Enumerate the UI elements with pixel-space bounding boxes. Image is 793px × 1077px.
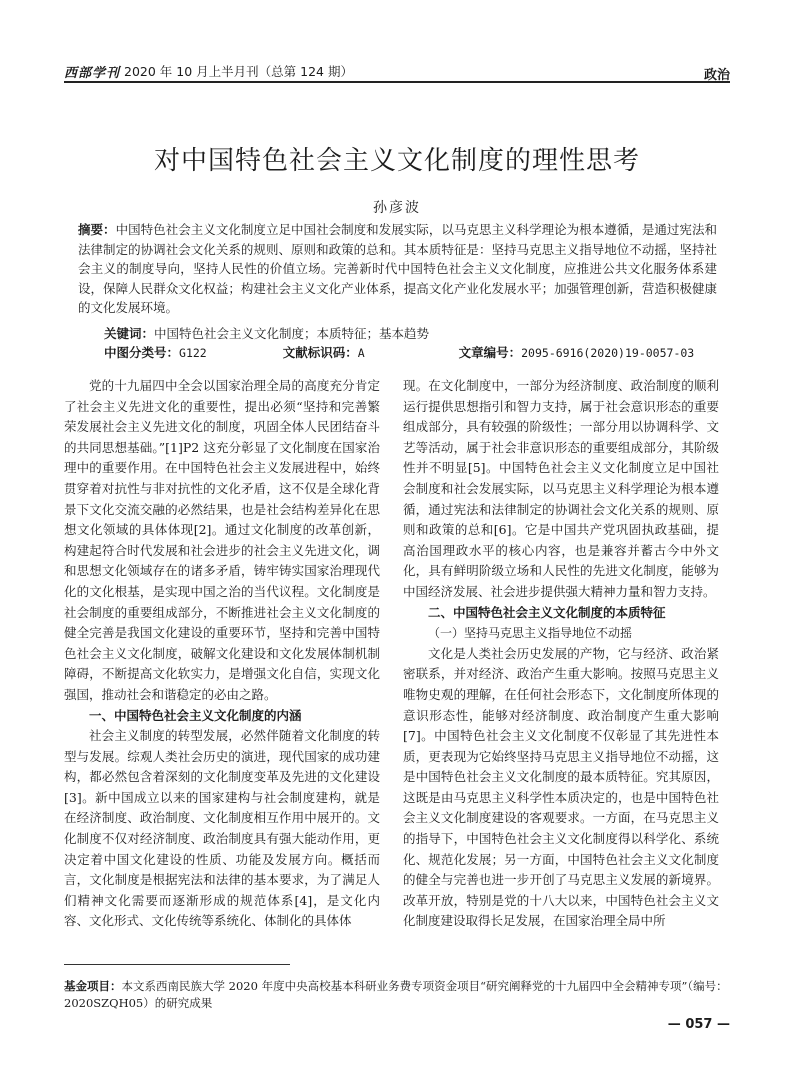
clc-label: 中图分类号： bbox=[104, 345, 180, 360]
article-author: 孙彦波 bbox=[373, 200, 421, 216]
issue-info: 2020 年 10 月上半月刊（总第 124 期） bbox=[124, 64, 353, 79]
footnote-rule bbox=[64, 964, 290, 965]
paragraph: 党的十九届四中全会以国家治理全局的高度充分肯定了社会主义先进文化的重要性，提出必须“坚持和完善繁荣发展社会主义先进文化的制度，巩固全体人民团结奋斗的共同思想基础。”[1]P2 这充分彰显了文化制度在国家治理中的重要作用。在中国特色社会主义发展进程中，始终贯穿着对抗性与非对抗性的文化矛盾，这不仅是全球化背景下文化交流交融的必然结果，也是社会结构差异化在思想文化领域的具体体现[2]。通过文化制度的改革创新，构建起符合时代发展和社会进步的社会主义先进文化，调和思想文化领域存在的诸多矛盾，铸牢铸实国家治理现代化的文化根基，是实现中国之治的当代议程。文化制度是社会制度的重要组成部分，不断推进社会主义文化制度的健全完善是我国文化建设的重要环节，坚持和完善中国特色社会主义文化制度，破解文化建设和文化发展体制机制障碍，不断提高文化软实力，是增强文化自信，实现文化强国，推动社会和谐稳定的必由之路。 bbox=[64, 378, 380, 702]
running-header bbox=[64, 60, 730, 83]
section-label: 政治 bbox=[703, 68, 730, 83]
right-column bbox=[403, 376, 719, 932]
section-heading: 二、中国特色社会主义文化制度的本质特征 bbox=[428, 604, 666, 620]
footnote-label: 基金项目： bbox=[64, 979, 122, 993]
paragraph: 文化是人类社会历史发展的产物，它与经济、政治紧密联系，并对经济、政治产生重大影响。按照马克思主义唯物史观的理解，在任何社会形态下，文化制度所体现的意识形态性，能够对经济制度、政治制度产生重大影响[7]。中国特色社会主义文化制度不仅彰显了其先进性本质，更表现为它始终坚持马克思主义指导地位不动摇，这是中国特色社会主义文化制度的最本质特征。究其原因，这既是由马克思主义科学性本质决定的，也是中国特色社会主义文化制度建设的客观要求。一方面，在马克思主义的指导下，中国特色社会主义文化制度得以科学化、系统化、规范化发展；另一方面，中国特色社会主义文化制度的健全与完善也进一步开创了马克思主义发展的新境界。改革开放，特别是党的十八大以来，中国特色社会主义文化制度建设取得长足发展，在国家治理全局中所 bbox=[403, 645, 719, 929]
article-no-value: 2095-6916(2020)19-0057-03 bbox=[521, 346, 695, 360]
header-rule bbox=[64, 81, 730, 83]
doc-code-label: 文献标识码： bbox=[282, 345, 358, 360]
left-column bbox=[64, 376, 380, 932]
keywords-text: 中国特色社会主义文化制度；本质特征；基本趋势 bbox=[154, 326, 430, 341]
paragraph: 社会主义制度的转型发展，必然伴随着文化制度的转型与发展。综观人类社会历史的演进，现代国家的成功建构，都必然包含着深刻的文化制度变革及先进的文化建设[3]。新中国成立以来的国家建构与社会制度建构，就是在经济制度、政治制度、文化制度相互作用中展开的。文化制度不仅对经济制度、政治制度具有强大能动作用，更决定着中国文化建设的性质、功能及发展方向。概括而言，文化制度是根据宪法和法律的基本要求，为了满足人们精神文化需要而逐渐形成的规范体系[4]，是文化内容、文化形式、文化传统等系统化、体制化的具体体 bbox=[64, 728, 380, 929]
abstract bbox=[78, 220, 717, 318]
article-meta bbox=[104, 343, 724, 363]
abstract-text: 中国特色社会主义文化制度立足中国社会制度和发展实际，以马克思主义科学理论为根本遵循，是通过宪法和法律制定的协调社会文化关系的规则、原则和政策的总和。其本质特征是：坚持马克思主义指导地位不动摇，坚持社会主义的制度导向，坚持人民性的价值立场。完善新时代中国特色社会主义文化制度，应推进公共文化服务体系建设，保障人民群众文化权益；构建社会主义文化产业体系，提高文化产业化发展水平；加强管理创新，营造积极健康的文化发展环境。 bbox=[78, 222, 717, 315]
article-no-label: 文章编号： bbox=[458, 345, 522, 360]
footnote-text: 本文系西南民族大学 2020 年度中央高校基本科研业务费专项资金项目“研究阐释党的十九届四中全会精神专项”（编号：2020SZQH05）的研究成果 bbox=[64, 979, 728, 1010]
journal-logo: 西部学刊 bbox=[64, 66, 121, 81]
subsection-heading: （一）坚持马克思主义指导地位不动摇 bbox=[428, 626, 633, 641]
paragraph: 现。在文化制度中，一部分为经济制度、政治制度的顺利运行提供思想指引和智力支持，属于社会意识形态的重要组成部分，具有较强的阶级性；一部分用以协调科学、文艺等活动，属于社会非意识形态的重要组成部分，其阶级性并不明显[5]。中国特色社会主义文化制度立足中国社会制度和社会发展实际，以马克思主义科学理论为根本遵循，通过宪法和法律制定的协调社会文化关系的规则、原则和政策的总和[6]。它是中国共产党巩固执政基础，提高治国理政水平的核心内容，也是兼容并蓄古今中外文化，具有鲜明阶级立场和人民性的先进文化制度，能够为中国经济发展、社会进步提供强大精神力量和智力支持。 bbox=[403, 378, 719, 599]
page-number: — 057 — bbox=[667, 1017, 730, 1032]
abstract-label: 摘要： bbox=[78, 222, 116, 237]
clc-value: G122 bbox=[179, 346, 207, 360]
section-heading: 一、中国特色社会主义文化制度的内涵 bbox=[89, 707, 302, 723]
keywords-label: 关键词： bbox=[104, 326, 155, 341]
keywords bbox=[104, 324, 724, 343]
doc-code-value: A bbox=[357, 346, 365, 360]
article-title: 对中国特色社会主义文化制度的理性思考 bbox=[153, 146, 640, 176]
footnote bbox=[64, 978, 730, 1012]
